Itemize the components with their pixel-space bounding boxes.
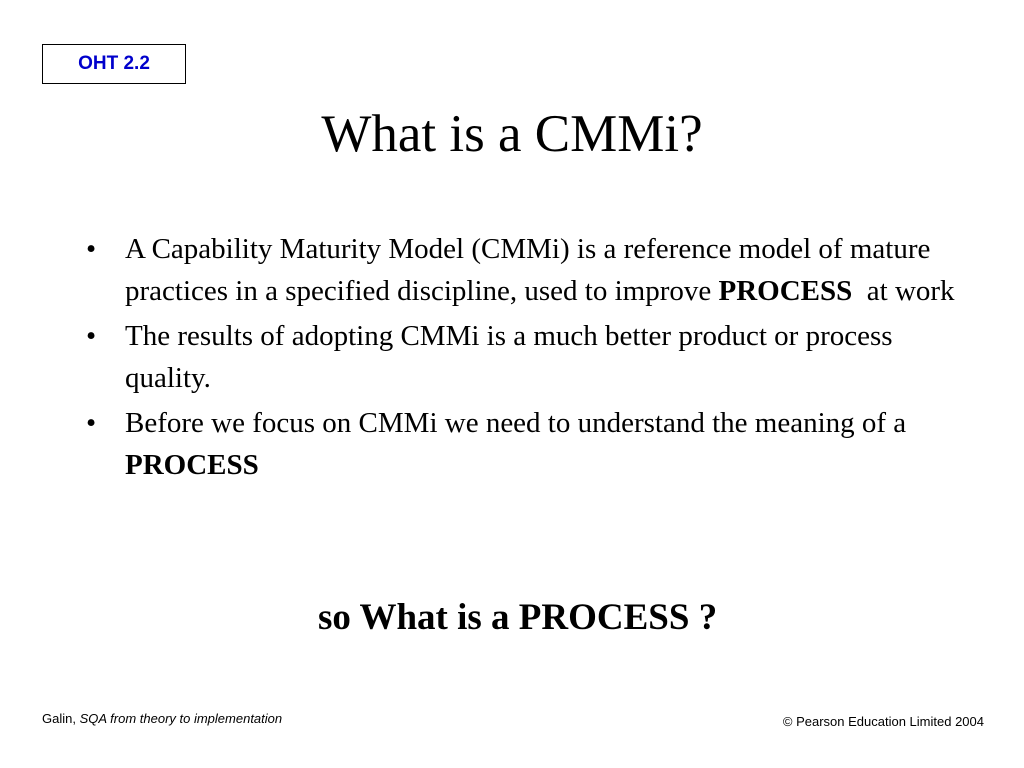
- bullet-marker: •: [86, 320, 97, 352]
- bullet-text: A Capability Maturity Model (CMMi) is a reference model of mature practices in a specified discipline, used to improve: [125, 233, 931, 307]
- bullet-item: [86, 228, 956, 312]
- slide-title: What is a CMMi?: [321, 105, 703, 163]
- bullet-text-tail: at work: [852, 275, 955, 307]
- footer-copyright: © Pearson Education Limited 2004: [782, 714, 984, 729]
- bullet-item: [86, 315, 956, 399]
- bullet-text: The results of adopting CMMi is a much better product or process quality.: [125, 320, 893, 394]
- bullet-emphasis: PROCESS: [718, 275, 853, 307]
- bullet-emphasis: PROCESS: [125, 449, 259, 481]
- slide-number-label: OHT 2.2: [78, 53, 150, 74]
- footer-author: Galin,: [42, 711, 80, 726]
- footer-citation: [42, 711, 282, 726]
- bullet-item: [86, 402, 956, 486]
- slide-number-badge: [42, 44, 186, 84]
- footer-book-title: SQA from theory to implementation: [79, 711, 283, 726]
- bullet-list: [86, 228, 956, 489]
- closing-question: so What is a PROCESS ?: [318, 597, 718, 638]
- bullet-marker: •: [86, 407, 97, 439]
- bullet-marker: •: [86, 233, 97, 265]
- bullet-text: Before we focus on CMMi we need to understand the meaning of a: [125, 407, 907, 439]
